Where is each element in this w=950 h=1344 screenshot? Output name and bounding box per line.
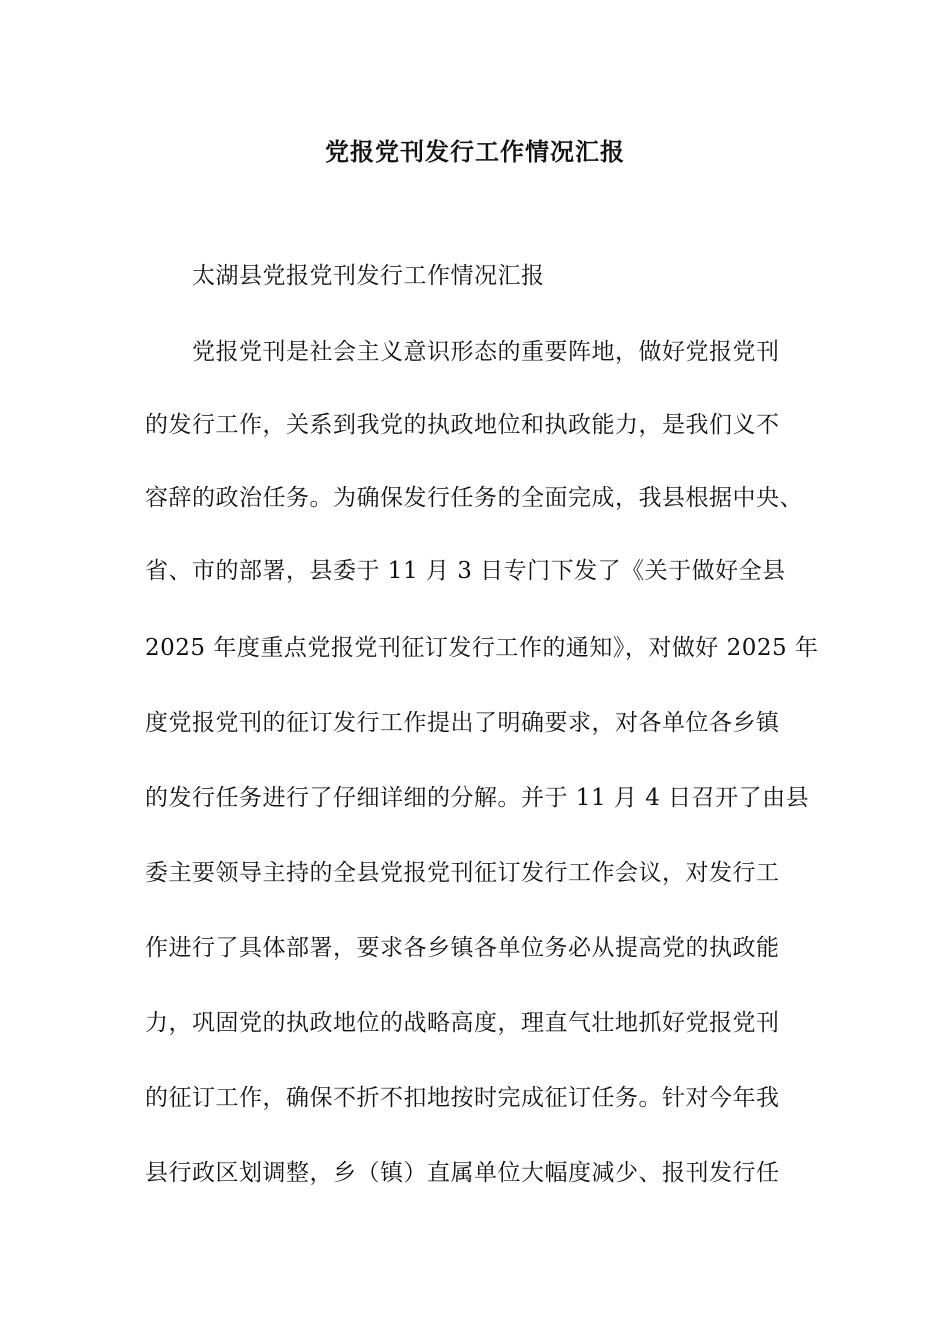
body-line: 委主要领导主持的全县党报党刊征订发行工作会议，对发行工	[145, 860, 780, 886]
document-subtitle: 太湖县党报党刊发行工作情况汇报	[192, 263, 545, 289]
body-line: 党报党刊是社会主义意识形态的重要阵地，做好党报党刊	[192, 339, 780, 365]
body-line: 省、市的部署，县委于 11 月 3 日专门下发了《关于做好全县	[145, 558, 786, 584]
body-line: 容辞的政治任务。为确保发行任务的全面完成，我县根据中央、	[145, 485, 803, 511]
body-line: 的发行工作，关系到我党的执政地位和执政能力，是我们义不	[145, 412, 780, 438]
body-line: 的征订工作，确保不折不扣地按时完成征订任务。针对今年我	[145, 1085, 780, 1111]
body-line: 县行政区划调整，乡（镇）直属单位大幅度减少、报刊发行任	[145, 1160, 780, 1186]
body-line: 度党报党刊的征订发行工作提出了明确要求，对各单位各乡镇	[145, 710, 780, 736]
body-line: 2025 年度重点党报党刊征订发行工作的通知》，对做好 2025 年	[145, 635, 819, 661]
body-line: 的发行任务进行了仔细详细的分解。并于 11 月 4 日召开了由县	[145, 785, 810, 811]
document-title: 党报党刊发行工作情况汇报	[325, 137, 625, 166]
body-line: 作进行了具体部署，要求各乡镇各单位务必从提高党的执政能	[145, 935, 780, 961]
body-line: 力，巩固党的执政地位的战略高度，理直气壮地抓好党报党刊	[145, 1010, 780, 1036]
